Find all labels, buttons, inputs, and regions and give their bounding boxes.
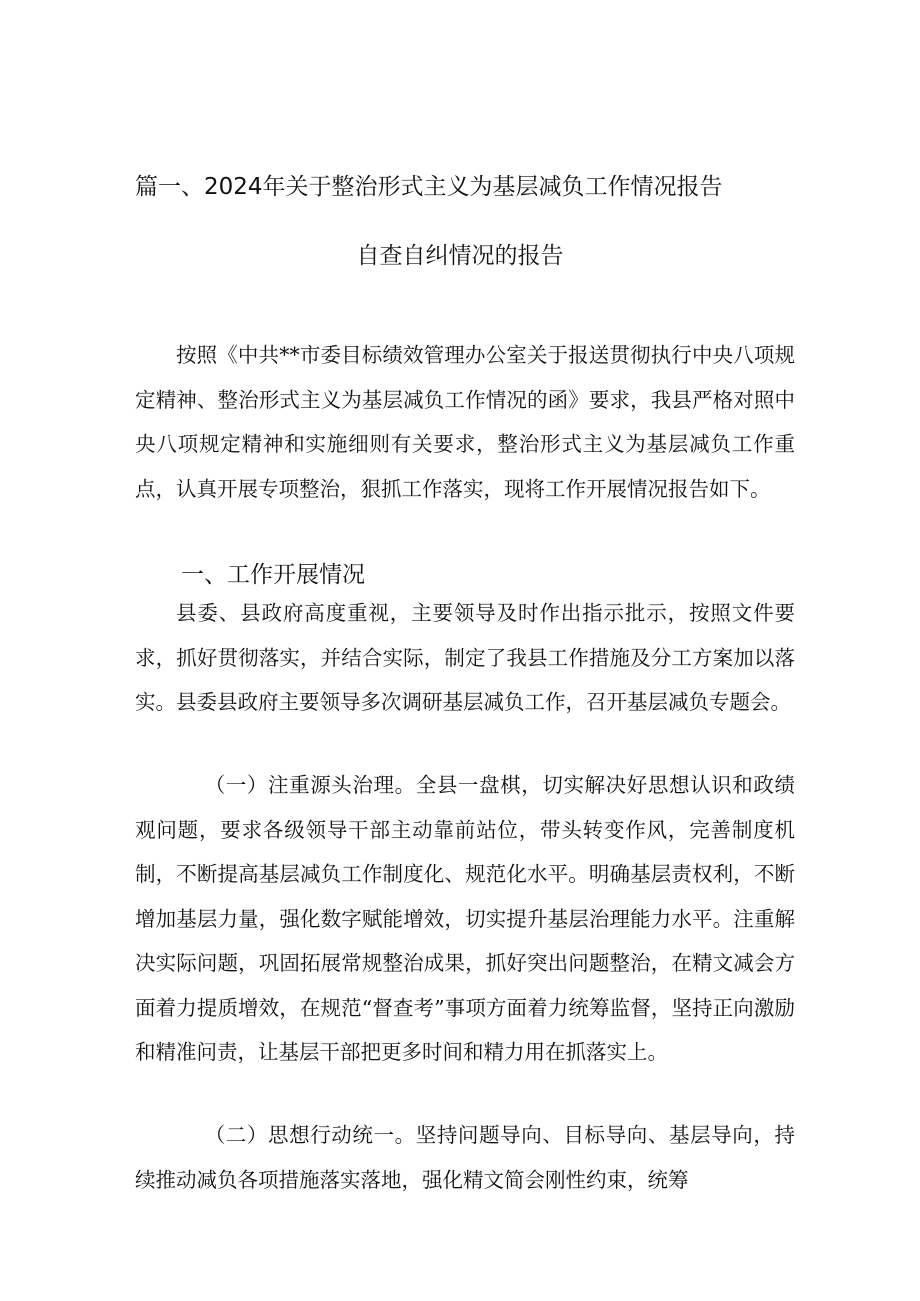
document-title-line-1: 篇一、2024年关于整治形式主义为基层减负工作情况报告	[135, 174, 723, 200]
subsection-2-paragraph: （二）思想行动统一。坚持问题导向、目标导向、基层导向，持续推动减负各项措施落实落地，强化精文简会刚性约束，统筹	[135, 1123, 795, 1192]
subsection-1-paragraph: （一）注重源头治理。全县一盘棋，切实解决好思想认识和政绩观问题，要求各级领导干部主动靠前站位，带头转变作风，完善制度机制，不断提高基层减负工作制度化、规范化水平。明确基层责权利，不断增加基层力量，强化数字赋能增效，切实提升基层治理能力水平。注重解决实际问题，巩固拓展常规整治成果，抓好突出问题整治，在精文减会方面着力提质增效，在规范“督查考”事项方面着力统筹监督，坚持正向激励和精准问责，让基层干部把更多时间和精力用在抓落实上。	[135, 773, 795, 1064]
section-1-paragraph: 县委、县政府高度重视，主要领导及时作出指示批示，按照文件要求，抓好贯彻落实，并结合实际，制定了我县工作措施及分工方案加以落实。县委县政府主要领导多次调研基层减负工作，召开基层减负专题会。	[135, 601, 795, 714]
intro-paragraph: 按照《中共**市委目标绩效管理办公室关于报送贯彻执行中央八项规定精神、整治形式主义为基层减负工作情况的函》要求，我县严格对照中央八项规定精神和实施细则有关要求，整治形式主义为基层减负工作重点，认真开展专项整治，狠抓工作落实，现将工作开展情况报告如下。	[135, 343, 795, 501]
section-heading-work-progress: 一、工作开展情况	[181, 562, 365, 588]
document-title-line-2: 自查自纠情况的报告	[356, 243, 564, 269]
